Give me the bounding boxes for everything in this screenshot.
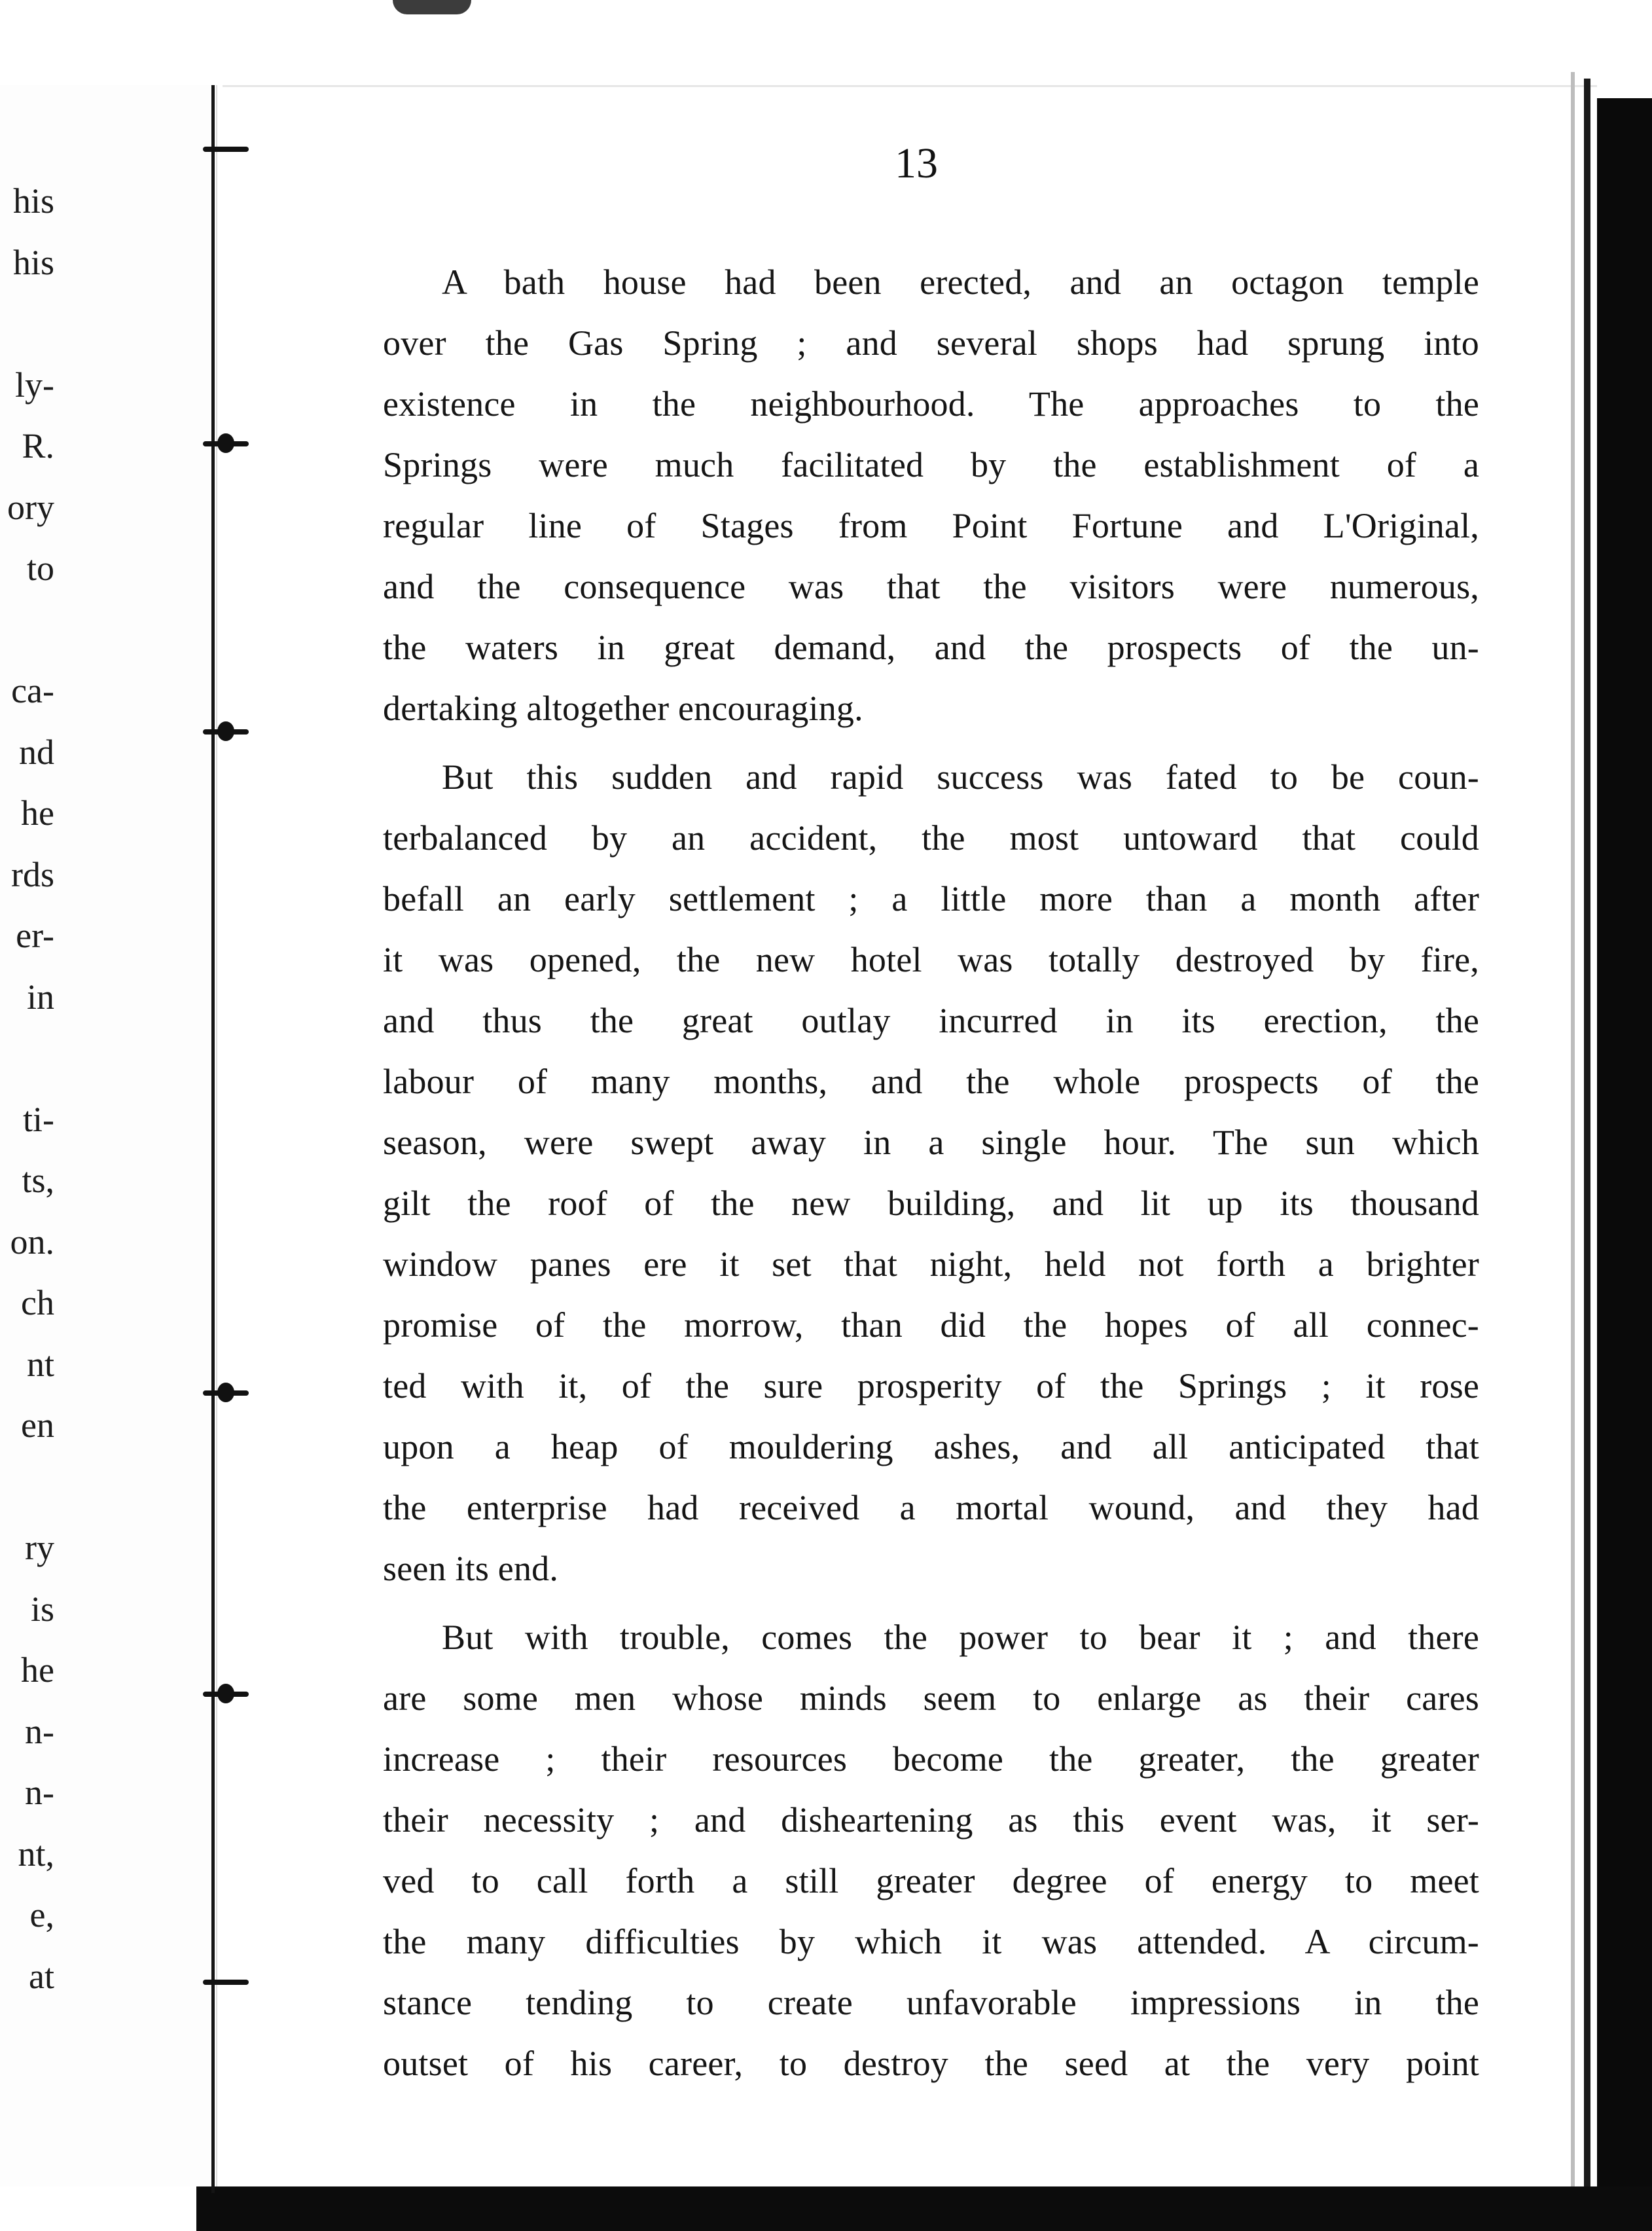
page-edge	[1584, 79, 1590, 2193]
text-line: But this sudden and rapid success was fated to be coun-	[442, 757, 1479, 797]
binding-line	[211, 85, 215, 2193]
text-line: ved to call forth a still greater degree of energy to meet	[383, 1861, 1479, 1900]
left-page-fragment: n-	[25, 1773, 54, 1812]
scan-right-margin	[1597, 98, 1652, 2231]
left-page-fragment: ca-	[11, 671, 54, 710]
left-page-fragment: en	[21, 1406, 54, 1445]
scan-top-margin	[0, 0, 1652, 46]
left-page-fragment: he	[21, 1650, 54, 1690]
left-page-fragment: nt	[26, 1344, 54, 1384]
left-page-fragment: ory	[7, 487, 54, 527]
text-line: terbalanced by an accident, the most untoward that could	[383, 818, 1479, 858]
text-line: upon a heap of mouldering ashes, and all anticipated that	[383, 1427, 1479, 1466]
left-page-fragment: R.	[22, 426, 54, 465]
text-line: their necessity ; and disheartening as this event was, it ser-	[383, 1800, 1479, 1840]
scan-smudge	[393, 0, 471, 14]
left-page-fragment: nt,	[18, 1834, 54, 1874]
text-line: over the Gas Spring ; and several shops had sprung into	[383, 323, 1479, 363]
text-line: the many difficulties by which it was attended. A circum-	[383, 1922, 1479, 1961]
left-page-fragment: ch	[21, 1283, 54, 1322]
stitch	[203, 144, 249, 154]
stitch	[203, 1388, 249, 1398]
text-line: befall an early settlement ; a little more than a month after	[383, 879, 1479, 918]
scan-bottom-margin	[196, 2186, 1652, 2231]
stitch	[203, 1689, 249, 1699]
text-line: promise of the morrow, than did the hopes of all connec-	[383, 1305, 1479, 1345]
text-line: seen its end.	[383, 1549, 559, 1588]
left-page-fragment: his	[12, 181, 54, 221]
left-page-fragment: ti-	[23, 1099, 54, 1139]
stitch	[203, 439, 249, 449]
text-line: labour of many months, and the whole prospects of the	[383, 1062, 1479, 1101]
left-page-fragment: at	[29, 1956, 54, 1996]
text-line: and thus the great outlay incurred in its erection, the	[383, 1001, 1479, 1040]
text-line: it was opened, the new hotel was totally destroyed by fire,	[383, 940, 1479, 979]
left-page-fragment: rds	[11, 854, 54, 894]
stitch	[203, 1977, 249, 1987]
text-line: and the consequence was that the visitors were numerous,	[383, 567, 1479, 606]
text-line: window panes ere it set that night, held not forth a brighter	[383, 1244, 1479, 1284]
left-page-fragment: to	[26, 549, 54, 588]
text-line: the waters in great demand, and the prospects of the un-	[383, 628, 1479, 667]
left-page-fragment: ry	[25, 1528, 54, 1567]
left-page-fragment: his	[12, 242, 54, 282]
text-line: gilt the roof of the new building, and lit up its thousand	[383, 1184, 1479, 1223]
left-page-fragment: ly-	[15, 365, 54, 405]
text-line: Springs were much facilitated by the establishment of a	[383, 445, 1479, 484]
left-page-fragment: on.	[10, 1222, 54, 1261]
text-line: A bath house had been erected, and an octagon temple	[442, 263, 1479, 302]
text-line: existence in the neighbourhood. The approaches to the	[383, 384, 1479, 424]
left-page-fragment: nd	[19, 732, 54, 772]
text-line: the enterprise had received a mortal wound, and they had	[383, 1488, 1479, 1527]
left-page-fragment: e,	[29, 1895, 54, 1934]
left-facing-page	[0, 85, 217, 2186]
binding-stitch-line	[203, 85, 223, 2193]
text-line: are some men whose minds seem to enlarge as their cares	[383, 1678, 1479, 1718]
text-line: dertaking altogether encouraging.	[383, 689, 863, 728]
left-page-fragment: n-	[25, 1711, 54, 1751]
left-page-fragment: ts,	[22, 1161, 54, 1200]
left-page-fragment: in	[26, 977, 54, 1017]
left-page-fragment: er-	[16, 916, 54, 955]
text-line: stance tending to create unfavorable impressions in the	[383, 1983, 1479, 2022]
text-line: outset of his career, to destroy the seed at the very point	[383, 2044, 1479, 2083]
text-line: regular line of Stages from Point Fortune and L'Original,	[383, 506, 1479, 545]
text-line: ted with it, of the sure prosperity of the Springs ; it rose	[383, 1366, 1479, 1406]
text-line: increase ; their resources become the greater, the greater	[383, 1739, 1479, 1779]
text-line: season, were swept away in a single hour. The sun which	[383, 1123, 1479, 1162]
page-edge-shadow	[1571, 72, 1575, 2193]
left-page-fragment: is	[30, 1589, 54, 1629]
text-line: But with trouble, comes the power to bear it ; and there	[442, 1618, 1479, 1657]
stitch	[203, 727, 249, 737]
left-page-fragment: he	[21, 793, 54, 833]
page-number: 13	[895, 139, 938, 187]
